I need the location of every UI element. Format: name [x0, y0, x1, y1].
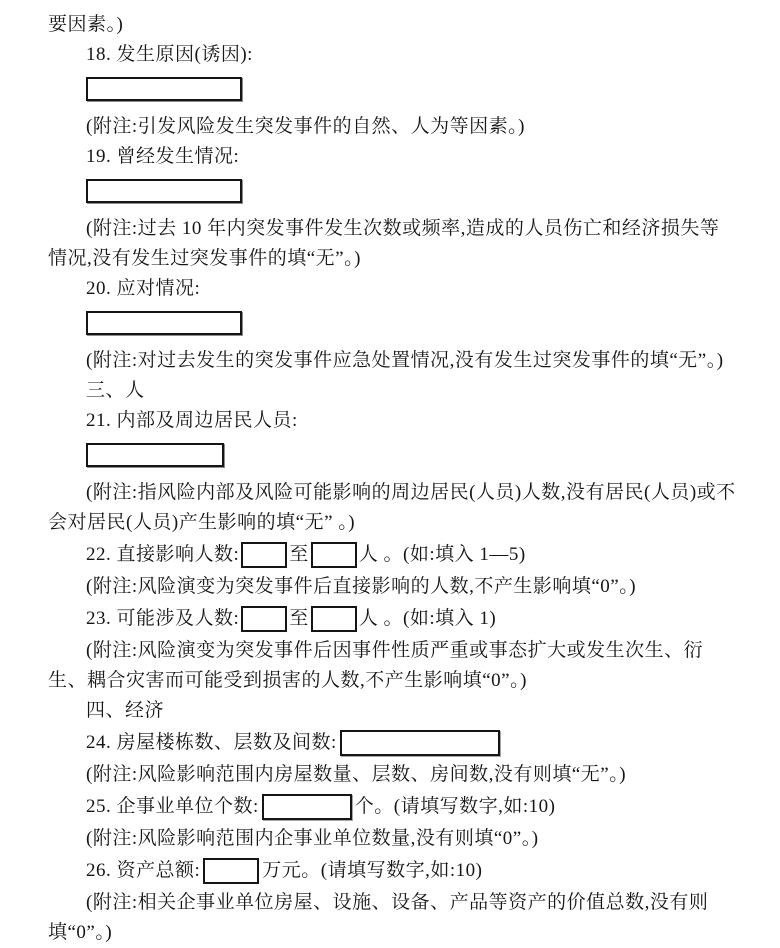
question-25-unit-example: 个。(请填写数字,如:10): [354, 796, 556, 817]
question-22-note: (附注:风险演变为突发事件后直接影响的人数,不产生影响填“0”。): [86, 576, 637, 597]
question-22-line: [48, 540, 736, 570]
question-26-answer-box[interactable]: [203, 858, 259, 884]
question-24-note: (附注:风险影响范围内房屋数量、层数、房间数,没有则填“无”。): [86, 764, 627, 785]
question-22-to-box[interactable]: [311, 542, 357, 568]
question-23-to-box[interactable]: [311, 606, 357, 632]
question-23-note: (附注:风险演变为突发事件后因事件性质严重或事态扩大或发生次生、衍生、耦合灾害而可能受到损害的人数,不产生影响填“0”。): [48, 640, 704, 691]
question-25-note: (附注:风险影响范围内企事业单位数量,没有则填“0”。): [86, 828, 539, 849]
question-19-label: 19. 曾经发生情况:: [86, 146, 240, 167]
question-21-note: (附注:指风险内部及风险可能影响的周边居民(人员)人数,没有居民(人员)或不会对居民(人员)产生影响的填“无” 。): [48, 482, 736, 533]
question-23-label: 23. 可能涉及人数:: [86, 608, 240, 629]
section-heading-economy: 四、经济: [86, 700, 165, 721]
question-22-label: 22. 直接影响人数:: [86, 544, 240, 565]
question-19-answer-box[interactable]: [86, 179, 242, 203]
question-20-note: (附注:对过去发生的突发事件应急处置情况,没有发生过突发事件的填“无”。): [86, 350, 724, 371]
section-heading-people: 三、人: [86, 380, 145, 401]
question-18-answer-box[interactable]: [86, 77, 242, 101]
question-18-label: 18. 发生原因(诱因):: [86, 44, 253, 65]
question-24-label: 24. 房屋楼栋数、层数及间数:: [86, 732, 337, 753]
question-23-to-label: 至: [289, 608, 309, 629]
question-26-label: 26. 资产总额:: [86, 860, 201, 881]
question-19-note: (附注:过去 10 年内突发事件发生次数或频率,造成的人员伤亡和经济损失等情况,没有发生过突发事件的填“无”。): [48, 218, 720, 269]
question-24-answer-box[interactable]: [340, 730, 500, 756]
carryover-text: 要因素。): [48, 14, 124, 35]
question-23-from-box[interactable]: [241, 606, 287, 632]
question-25-line: [48, 792, 736, 822]
question-23-line: [48, 604, 736, 634]
question-22-to-label: 至: [289, 544, 309, 565]
question-24-line: [48, 728, 736, 758]
question-26-unit-example: 万元。(请填写数字,如:10): [262, 860, 483, 881]
question-21-label: 21. 内部及周边居民人员:: [86, 410, 298, 431]
question-22-example: 人 。(如:填入 1—5): [358, 544, 526, 565]
question-26-note: (附注:相关企事业单位房屋、设施、设备、产品等资产的价值总数,没有则填“0”。): [48, 892, 709, 943]
question-18-note: (附注:引发风险发生突发事件的自然、人为等因素。): [86, 116, 525, 137]
question-22-from-box[interactable]: [241, 542, 287, 568]
question-26-line: [48, 856, 736, 886]
question-23-example: 人 。(如:填入 1): [358, 608, 497, 629]
question-25-label: 25. 企事业单位个数:: [86, 796, 259, 817]
question-20-answer-box[interactable]: [86, 311, 242, 335]
question-20-label: 20. 应对情况:: [86, 278, 201, 299]
question-25-answer-box[interactable]: [262, 794, 352, 820]
question-21-answer-box[interactable]: [86, 443, 224, 467]
